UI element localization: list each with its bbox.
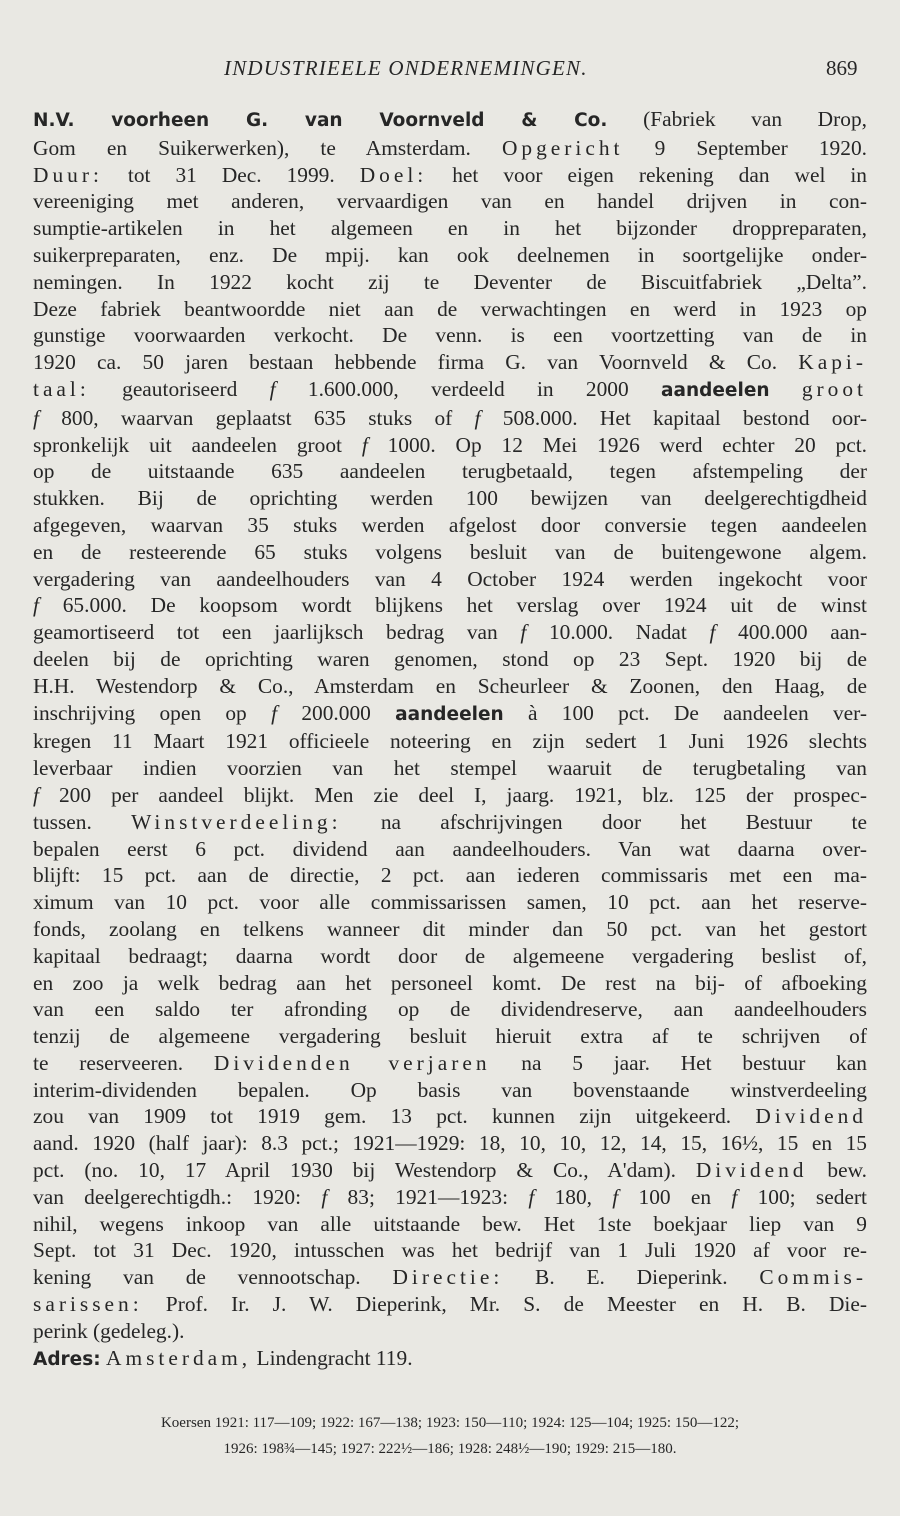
text-line: 1920 ca. 50 jaren bestaan hebbende firma G. van Voornveld & Co. Kapi- bbox=[33, 350, 867, 375]
page-number: 869 bbox=[826, 56, 858, 80]
text-line: stukken. Bij de oprichting werden 100 bewijzen van deelgerechtigdheid bbox=[33, 486, 867, 511]
text-line: N.V. voorheen G. van Voornveld & Co. (Fabriek van Drop, bbox=[33, 107, 867, 131]
heading-winstverdeeling: Winstverdeeling: bbox=[131, 809, 342, 834]
text-line: H.H. Westendorp & Co., Amsterdam en Scheurleer & Zoonen, den Haag, de bbox=[33, 673, 867, 698]
text-line: ximum van 10 pct. voor alle commissarissen samen, 10 pct. aan het reserve- bbox=[33, 890, 867, 915]
heading-dividenden-verjaren: Dividenden verjaren bbox=[213, 1050, 491, 1075]
text-line: kregen 11 Maart 1921 officieele noteering en zijn sedert 1 Juni 1926 slechts bbox=[33, 729, 867, 754]
text-line: f 800, waarvan geplaatst 635 stuks of f 508.000. Het kapitaal bestond oor- bbox=[33, 405, 867, 430]
koersen-line: Koersen 1921: 117—109; 1922: 167—138; 1923: 150—110; 1924: 125—104; 1925: 150—122; bbox=[160, 1415, 740, 1431]
text-line: en de resteerende 65 stuks volgens besluit van de buitengewone algem. bbox=[33, 539, 867, 564]
text-line: bepalen eerst 6 pct. dividend aan aandeelhouders. Van wat daarna over- bbox=[33, 836, 867, 861]
text-line: pct. (no. 10, 17 April 1930 bij Westendorp & Co., A'dam). Dividend bew. bbox=[33, 1158, 867, 1183]
heading-directie: Directie: bbox=[392, 1265, 504, 1290]
company-entry bbox=[33, 106, 867, 1373]
heading-kapitaal: Kapi- bbox=[798, 350, 867, 375]
text-line: aand. 1920 (half jaar): 8.3 pct.; 1921—1929: 18, 10, 10, 12, 14, 15, 16½, 15 en 15 bbox=[33, 1131, 867, 1156]
text-line: Deze fabriek beantwoordde niet aan de verwachtingen en werd in 1923 op bbox=[33, 296, 867, 321]
text-line: kapitaal bedraagt; daarna wordt door de algemeene vergadering beslist of, bbox=[33, 943, 867, 968]
koersen-block bbox=[33, 1410, 867, 1462]
text-line: vergadering van aandeelhouders van 4 October 1924 werden ingekocht voor bbox=[33, 566, 867, 591]
running-title: INDUSTRIEELE ONDERNEMINGEN. bbox=[224, 56, 588, 80]
text-line: blijft: 15 pct. aan de directie, 2 pct. aan iederen commissaris met een ma- bbox=[33, 863, 867, 888]
bold-aandeelen: aandeelen bbox=[395, 703, 504, 725]
heading-commissarissen-cont: sarissen: bbox=[33, 1292, 143, 1317]
text-line: afgegeven, waarvan 35 stuks werden afgelost door conversie tegen aandeelen bbox=[33, 512, 867, 537]
heading-dividend-bew: Dividend bbox=[695, 1158, 808, 1183]
text-line: fonds, zoolang en telkens wanneer dit minder dan 50 pct. van het gestort bbox=[33, 916, 867, 941]
text-line: perink (gedeleg.). bbox=[33, 1318, 185, 1343]
company-name: N.V. voorheen G. van Voornveld & Co. bbox=[33, 110, 608, 131]
address-label: Adres: bbox=[33, 1348, 101, 1370]
text-line: leverbaar indien voorzien van het stempel waaruit de terugbetaling van bbox=[33, 756, 867, 781]
address-line bbox=[33, 1345, 867, 1374]
text-line: tenzij de algemeene vergadering besluit hieruit extra af te schrijven of bbox=[33, 1024, 867, 1049]
bold-aandeelen: aandeelen bbox=[661, 379, 770, 401]
text-line: suikerpreparaten, enz. De mpij. kan ook deelnemen in soortgelijke onder- bbox=[33, 242, 867, 267]
text-line: tussen. Winstverdeeling: na afschrijvingen door het Bestuur te bbox=[33, 809, 867, 834]
text-line: inschrijving open op f 200.000 aandeelen à 100 pct. De aandeelen ver- bbox=[33, 700, 867, 725]
text-line: spronkelijk uit aandeelen groot f 1000. Op 12 Mei 1926 werd echter 20 pct. bbox=[33, 432, 868, 457]
heading-commissarissen: Commis- bbox=[759, 1265, 867, 1290]
koersen-line: 1926: 198¾—145; 1927: 222½—186; 1928: 248½—190; 1929: 215—180. bbox=[223, 1441, 677, 1457]
text-line: zou van 1909 tot 1919 gem. 13 pct. kunnen zijn uitgekeerd. Dividend bbox=[33, 1104, 867, 1129]
text-line: f 200 per aandeel blijkt. Men zie deel I, jaarg. 1921, blz. 125 der prospec- bbox=[33, 782, 867, 807]
text-line: Gom en Suikerwerken), te Amsterdam. Opgericht 9 September 1920. bbox=[33, 135, 867, 160]
address-street: Lindengracht 119. bbox=[256, 1345, 413, 1370]
text-line: nihil, wegens inkoop van alle uitstaande bew. Het 1ste boekjaar liep van 9 bbox=[33, 1211, 867, 1236]
text-line: van een saldo ter afronding op de dividendreserve, aan aandeelhouders bbox=[33, 997, 867, 1022]
text-line: nemingen. In 1922 kocht zij te Deventer de Biscuitfabriek „Delta”. bbox=[33, 269, 867, 294]
text-line: vereeniging met anderen, vervaardigen van en handel drijven in con- bbox=[33, 189, 867, 214]
text-line: f 65.000. De koopsom wordt blijkens het verslag over 1924 uit de winst bbox=[33, 593, 867, 618]
text-line: gunstige voorwaarden verkocht. De venn. is een voortzetting van de in bbox=[33, 323, 867, 348]
text-line: van deelgerechtigdh.: 1920: f 83; 1921—1923: f 180, f 100 en f 100; sedert bbox=[33, 1184, 867, 1209]
text-line: op de uitstaande 635 aandeelen terugbetaald, tegen afstempeling der bbox=[33, 459, 867, 484]
text-line: geamortiseerd tot een jaarlijksch bedrag van f 10.000. Nadat f 400.000 aan- bbox=[33, 620, 868, 645]
text-line: taal: geautoriseerd f 1.600.000, verdeeld in 2000 aandeelen groot bbox=[33, 376, 867, 401]
heading-opgericht: Opgericht bbox=[501, 135, 624, 160]
text-line: Sept. tot 31 Dec. 1920, intusschen was het bedrijf van 1 Juli 1920 af voor re- bbox=[33, 1238, 867, 1263]
text-line: Duur: tot 31 Dec. 1999. Doel: het voor eigen rekening dan wel in bbox=[33, 162, 868, 187]
text-line: en zoo ja welk bedrag aan het personeel komt. De rest na bij- of afboeking bbox=[33, 970, 867, 995]
heading-doel: Doel: bbox=[359, 162, 428, 187]
text-line: te reserveeren. Dividenden verjaren na 5 jaar. Het bestuur kan bbox=[33, 1050, 867, 1075]
page-header bbox=[0, 56, 900, 90]
heading-duur: Duur: bbox=[33, 162, 103, 187]
heading-kapitaal-cont: taal: bbox=[33, 376, 90, 401]
text-line: kening van de vennootschap. Directie: B. E. Dieperink. Commis- bbox=[33, 1265, 867, 1290]
text-line: sumptie-artikelen in het algemeen en in het bijzonder droppreparaten, bbox=[33, 216, 867, 241]
address-city: Amsterdam, bbox=[106, 1345, 252, 1370]
text-line: sarissen: Prof. Ir. J. W. Dieperink, Mr. S. de Meester en H. B. Die- bbox=[33, 1292, 867, 1317]
text-line: deelen bij de oprichting waren genomen, stond op 23 Sept. 1920 bij de bbox=[33, 646, 867, 671]
heading-dividend: Dividend bbox=[755, 1104, 867, 1129]
text-line: interim-dividenden bepalen. Op basis van bovenstaande winstverdeeling bbox=[33, 1077, 867, 1102]
